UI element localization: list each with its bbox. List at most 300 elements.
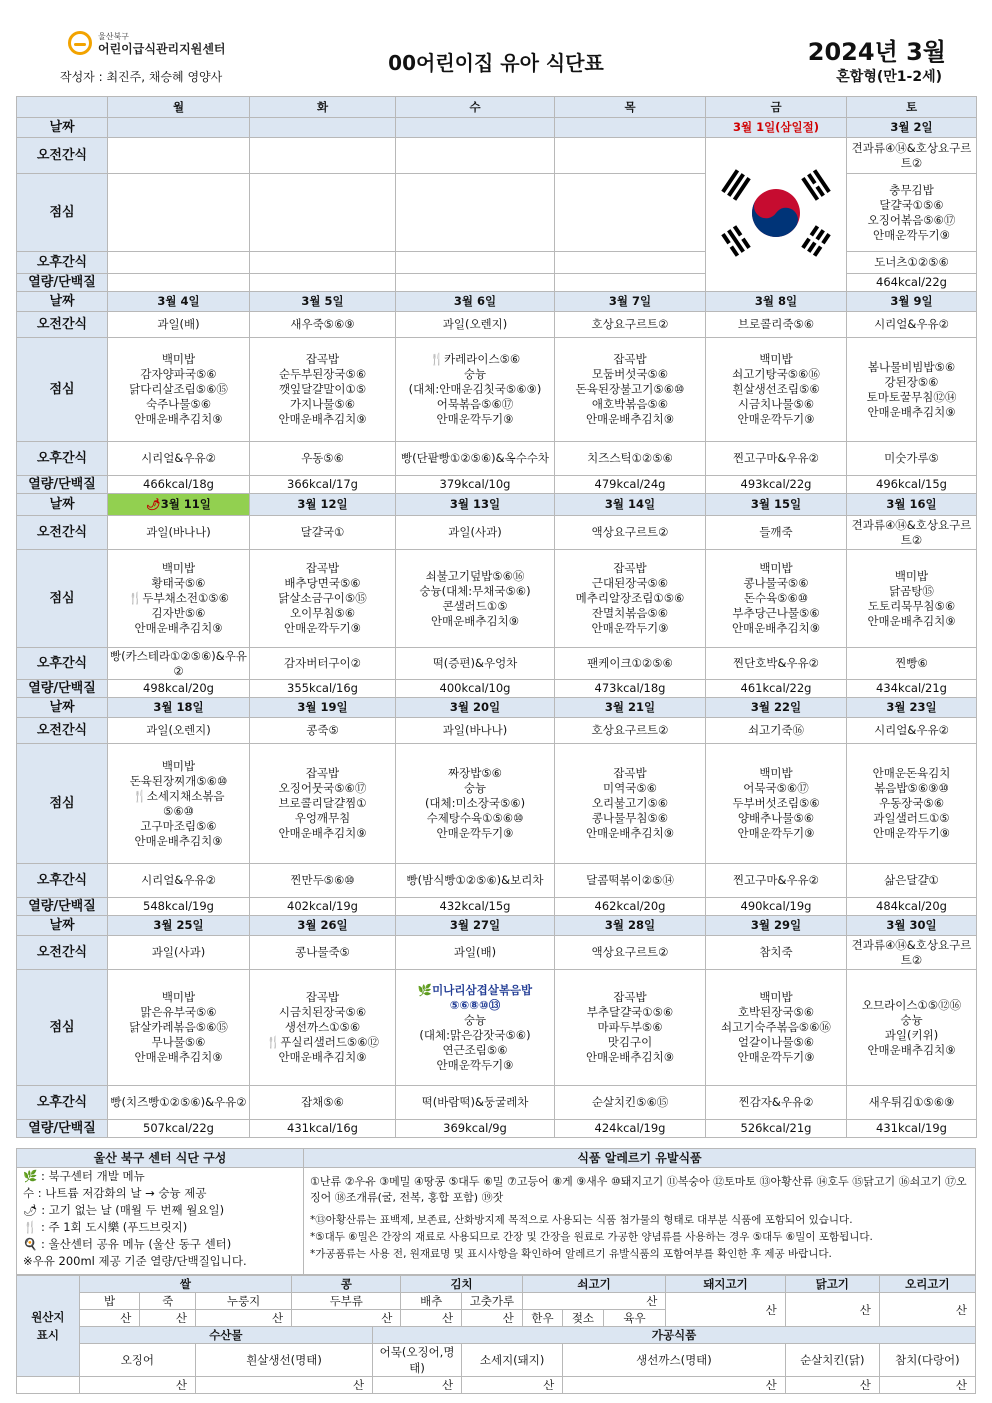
lunch-cell	[250, 970, 396, 1086]
date-cell: 3월 30일	[847, 916, 977, 936]
lunch-cell	[396, 744, 555, 864]
dish: 부추달걀국①⑤⑥	[586, 1005, 674, 1019]
dish: 잡곡밥	[305, 990, 340, 1004]
cal-cell: 369kcal/9g	[396, 1120, 555, 1138]
cal-cell: 473kcal/18g	[555, 680, 706, 698]
cal-cell: 493kcal/22g	[706, 476, 847, 494]
dish: 황태국⑤⑥	[151, 576, 206, 590]
menu-cell: 시리얼&우유②	[847, 718, 977, 744]
row-label: 오전간식	[17, 138, 108, 174]
menu-cell: 과일(배)	[396, 936, 555, 970]
row-label: 열량/단백질	[17, 898, 108, 916]
origin-value: 산	[196, 1310, 292, 1327]
date-cell-holiday: 3월 1일(삼일절)	[706, 118, 847, 138]
dish: (대체:미소장국⑤⑥)	[424, 796, 526, 810]
cal-cell: 498kcal/20g	[108, 680, 250, 698]
lunch-cell	[706, 550, 847, 648]
date-row	[17, 118, 977, 138]
row-label: 점심	[17, 550, 108, 648]
dish: 고구마조림⑤⑥	[140, 818, 217, 833]
menu-cell: 빵(밤식빵①②⑤⑥)&보리차	[396, 864, 555, 898]
date-cell: 3월 20일	[396, 698, 555, 718]
menu-cell: 과일(바나나)	[108, 516, 250, 550]
origin-sub: 배추	[401, 1293, 462, 1310]
dish: 콘샐러드①⑤	[442, 598, 508, 613]
lunch-cell	[847, 744, 977, 864]
menu-cell: 과일(바나나)	[396, 718, 555, 744]
dish: 안매운배추김치⑨	[867, 613, 956, 628]
dish: 돈육된장찌개⑤⑥⑩	[129, 773, 228, 788]
origin-sub: 죽	[140, 1293, 196, 1310]
dish: 어묵국⑤⑥⑰	[743, 781, 809, 795]
menu-cell	[250, 138, 396, 174]
lunch-cell	[706, 338, 847, 442]
origin-processed-values	[17, 1377, 976, 1394]
origin-pork: 돼지고기	[666, 1276, 785, 1293]
dish: 연근조림⑤⑥	[442, 1042, 508, 1057]
dish: 백미밥	[759, 766, 793, 780]
date-row	[17, 916, 977, 936]
dish: 잡곡밥	[305, 766, 340, 780]
row-label: 열량/단백질	[17, 1120, 108, 1138]
lunch-row	[17, 970, 977, 1086]
row-label: 점심	[17, 744, 108, 864]
dish: 우동장국⑤⑥	[878, 796, 945, 810]
origin-value: 산	[522, 1293, 666, 1310]
origin-value: 산	[79, 1377, 195, 1394]
cal-cell: 402kcal/19g	[250, 898, 396, 916]
dish: 얼갈이나물⑤⑥	[737, 1035, 815, 1049]
dish: 안매운깍두기⑨	[436, 826, 514, 840]
menu-cell: 시리얼&우유②	[108, 864, 250, 898]
dish: 호박된장국⑤⑥	[737, 1005, 815, 1019]
dish: 안매운깍두기⑨	[284, 621, 361, 635]
info-panel	[16, 1148, 976, 1275]
dish: (대체:안매운김칫국⑤⑥⑨)	[408, 382, 542, 396]
dish: 잡곡밥	[613, 352, 647, 366]
dish: 쇠고기숙주볶음⑤⑥⑯	[721, 1020, 831, 1034]
dish: 충무김밥	[889, 182, 934, 197]
page-title: 00어린이집 유아 식단표	[388, 51, 604, 75]
cal-cell: 464kcal/22g	[847, 274, 977, 292]
cal-cell: 526kcal/21g	[706, 1120, 847, 1138]
allergy-title: 식품 알레르기 유발식품	[304, 1149, 975, 1168]
row-label: 날짜	[17, 494, 108, 516]
cal-cell: 434kcal/21g	[847, 680, 977, 698]
lunch-cell	[396, 550, 555, 648]
menu-cell: 우동⑤⑥	[250, 442, 396, 476]
date-cell: 3월 29일	[706, 916, 847, 936]
dish: 백미밥	[759, 561, 793, 575]
dish: 안매운깍두기⑨	[737, 826, 815, 840]
menu-cell: 쇠고기죽⑯	[706, 718, 847, 744]
origin-rice: 쌀	[79, 1276, 291, 1293]
origin-processed-items	[17, 1344, 976, 1377]
date-cell: 3월 21일	[555, 698, 706, 718]
date-cell: 3월 23일	[847, 698, 977, 718]
menu-cell: 시리얼&우유②	[108, 442, 250, 476]
origin-label-2: 표시	[36, 1328, 59, 1342]
dish: 두부버섯조림⑤⑥	[732, 796, 820, 810]
cal-cell: 496kcal/15g	[847, 476, 977, 494]
cal-cell: 484kcal/20g	[847, 898, 977, 916]
menu-cell: 견과류④⑭&호상요구르트②	[847, 516, 977, 550]
dish: 마파두부⑤⑥	[597, 1020, 663, 1034]
weekday-header	[17, 97, 977, 118]
menu-cell: 빵(단팥빵①②⑤⑥)&옥수수차	[396, 442, 555, 476]
lunch-row	[17, 338, 977, 442]
date-cell: 3월 25일	[108, 916, 250, 936]
menu-cell	[250, 174, 396, 252]
date-cell	[555, 118, 706, 138]
origin-item: 참치(다랑어)	[879, 1344, 975, 1377]
lunch-row	[17, 550, 977, 648]
weekday-mon: 월	[108, 97, 250, 118]
origin-chicken: 닭고기	[785, 1276, 879, 1293]
date-cell: 3월 18일	[108, 698, 250, 718]
origin-value: 산	[563, 1377, 786, 1394]
dish: 백미밥	[161, 352, 196, 366]
legend-line: 🍳 : 울산센터 공유 메뉴 (울산 동구 센터)	[23, 1237, 232, 1251]
row-label: 날짜	[17, 118, 108, 138]
date-cell	[396, 118, 555, 138]
dish: 안매운배추김치⑨	[278, 412, 367, 426]
cal-cell: 490kcal/19g	[706, 898, 847, 916]
menu-cell: 빵(치즈빵①②⑤⑥)&우유②	[108, 1086, 250, 1120]
row-label: 열량/단백질	[17, 274, 108, 292]
dish: 안매운배추김치⑨	[134, 412, 223, 426]
dish: 안매운배추김치⑨	[731, 621, 821, 635]
date-cell: 3월 27일	[396, 916, 555, 936]
dish: 오징어뭇국⑤⑥⑰	[278, 781, 367, 795]
origin-sub-row	[17, 1293, 976, 1310]
row-label: 오후간식	[17, 648, 108, 680]
cal-cell: 479kcal/24g	[555, 476, 706, 494]
dish: 돈수육⑤⑥⑩	[743, 591, 809, 605]
menu-cell: 과일(사과)	[108, 936, 250, 970]
menu-cell: 빵(카스테라①②⑤⑥)&우유②	[108, 648, 250, 680]
calorie-row	[17, 1120, 977, 1138]
row-label: 열량/단백질	[17, 476, 108, 494]
origin-seafood: 수산물	[79, 1327, 372, 1344]
dish: 안매운배추김치⑨	[585, 412, 675, 426]
lunch-cell	[396, 338, 555, 442]
date-cell: 3월 26일	[250, 916, 396, 936]
pm-snack-row	[17, 648, 977, 680]
date-cell: 3월 4일	[108, 292, 250, 312]
menu-cell: 액상요구르트②	[555, 936, 706, 970]
weekday-wed: 수	[396, 97, 555, 118]
date-text: 3월 11일	[160, 497, 211, 511]
logo-main-text: 어린이급식관리지원센터	[98, 42, 226, 56]
cal-cell	[555, 274, 706, 292]
row-label: 오후간식	[17, 1086, 108, 1120]
origin-sub: 젖소	[563, 1310, 603, 1327]
cal-cell: 461kcal/22g	[706, 680, 847, 698]
row-label: 오전간식	[17, 312, 108, 338]
menu-cell: 과일(배)	[108, 312, 250, 338]
cal-cell: 462kcal/20g	[555, 898, 706, 916]
cal-cell: 431kcal/16g	[250, 1120, 396, 1138]
dish: 백미밥	[759, 990, 793, 1004]
menu-cell: 콩나물죽⑤	[250, 936, 396, 970]
menu-cell: 호상요구르트②	[555, 312, 706, 338]
dish: 시금치나물⑤⑥	[737, 397, 815, 411]
menu-cell: 과일(사과)	[396, 516, 555, 550]
origin-value: 산	[140, 1310, 196, 1327]
menu-cell: 순살치킨⑤⑥⑮	[555, 1086, 706, 1120]
dish: 어묵볶음⑤⑥⑰	[436, 397, 514, 411]
dish: 부추당근나물⑤⑥	[732, 606, 820, 620]
dish: 숭늉(대체:무채국⑤⑥)	[419, 583, 531, 598]
date-cell: 3월 7일	[555, 292, 706, 312]
dish: 안매운배추김치⑨	[867, 404, 956, 419]
menu-cell	[396, 138, 555, 174]
origin-kimchi: 김치	[401, 1276, 522, 1293]
origin-value: 산	[879, 1377, 975, 1394]
legend-line: ※우유 200ml 제공 기준 열량/단백질입니다.	[23, 1254, 247, 1268]
pm-snack-row	[17, 442, 977, 476]
origin-header-row	[17, 1276, 976, 1293]
row-label: 점심	[17, 174, 108, 252]
am-snack-row	[17, 138, 977, 174]
dish: 안매운배추김치⑨	[430, 613, 520, 628]
dish: 🍴두부채소전①⑤⑥	[128, 591, 229, 605]
date-cell	[250, 118, 396, 138]
menu-cell: 참치죽	[706, 936, 847, 970]
date-cell: 3월 2일	[847, 118, 977, 138]
date-cell: 3월 14일	[555, 494, 706, 516]
origin-table	[16, 1275, 976, 1394]
row-label: 오후간식	[17, 252, 108, 274]
row-label: 날짜	[17, 916, 108, 936]
menu-cell	[250, 252, 396, 274]
date-cell	[108, 118, 250, 138]
menu-cell: 팬케이크①②⑤⑥	[555, 648, 706, 680]
origin-value: 산	[785, 1377, 879, 1394]
lunch-cell	[555, 970, 706, 1086]
lunch-cell	[396, 970, 555, 1086]
date-cell: 3월 12일	[250, 494, 396, 516]
menu-cell	[555, 174, 706, 252]
dish: 과일(키위)	[884, 1027, 939, 1042]
cal-cell: 366kcal/17g	[250, 476, 396, 494]
row-label: 오전간식	[17, 718, 108, 744]
menu-cell	[555, 252, 706, 274]
am-snack-row	[17, 718, 977, 744]
am-snack-row	[17, 312, 977, 338]
origin-value: 산	[292, 1310, 401, 1327]
cal-cell: 507kcal/22g	[108, 1120, 250, 1138]
legend-line: 🌶 : 고기 없는 날 (매월 두 번째 월요일)	[23, 1203, 225, 1217]
dish: 숭늉	[463, 1012, 487, 1027]
origin-beef: 쇠고기	[522, 1276, 666, 1293]
dish: 봄나물비빔밥⑤⑥	[867, 359, 956, 374]
origin-bean: 콩	[292, 1276, 401, 1293]
menu-cell	[396, 174, 555, 252]
dish: 🍴소세지채소볶음	[132, 788, 225, 803]
calorie-row	[17, 476, 977, 494]
row-label: 열량/단백질	[17, 680, 108, 698]
dish: 콩나물국⑤⑥	[743, 576, 809, 590]
dish: 토마토꿀무침⑫⑭	[866, 389, 957, 404]
menu-cell	[108, 252, 250, 274]
date-cell: 3월 8일	[706, 292, 847, 312]
dish: 🍴푸실리샐러드⑤⑥⑫	[265, 1035, 380, 1049]
row-label: 오전간식	[17, 516, 108, 550]
dish: 배추당면국⑤⑥	[284, 576, 361, 590]
dish: 달걀국①⑤⑥	[879, 197, 944, 212]
legend-line: 수 : 나트륨 저감화의 날 → 숭늉 제공	[23, 1186, 207, 1200]
menu-cell: 잡채⑤⑥	[250, 1086, 396, 1120]
dish: 잡곡밥	[305, 561, 340, 575]
dish: 잡곡밥	[613, 990, 647, 1004]
dish: ⑤⑥⑩	[163, 803, 194, 818]
date-row	[17, 698, 977, 718]
menu-cell: 달콤떡볶이②⑤⑭	[555, 864, 706, 898]
dish: 쇠고기탕국⑤⑥⑯	[732, 367, 820, 381]
allergy-note: *⑬아황산류는 표백제, 보존료, 산화방지제 목적으로 사용되는 식품 첨가물의 형태로 대부분 식품에 포함되어 있습니다.	[310, 1214, 853, 1226]
menu-cell: 치즈스틱①②⑤⑥	[555, 442, 706, 476]
dish: 안매운돈육김치	[872, 766, 951, 780]
dish: 짜장밥⑤⑥	[448, 766, 502, 780]
cal-cell: 355kcal/16g	[250, 680, 396, 698]
lunch-cell	[847, 338, 977, 442]
cal-cell: 400kcal/10g	[396, 680, 555, 698]
cal-cell: 379kcal/10g	[396, 476, 555, 494]
menu-cell: 찐감자&우유②	[706, 1086, 847, 1120]
dish: 모둠버섯국⑤⑥	[591, 367, 669, 381]
dish: 시금치된장국⑤⑥	[278, 1005, 367, 1019]
date-cell: 3월 28일	[555, 916, 706, 936]
row-label: 오전간식	[17, 936, 108, 970]
row-label: 점심	[17, 970, 108, 1086]
lunch-cell	[250, 338, 396, 442]
dish: 깻잎달걀말이①⑤	[278, 382, 367, 396]
dish: 안매운배추김치⑨	[585, 1050, 675, 1064]
dish: 오므라이스①⑤⑫⑯	[861, 997, 962, 1012]
dish-featured: 🌿미나리삼겹살볶음밥	[417, 982, 533, 997]
dish: 안매운깍두기⑨	[737, 412, 815, 426]
row-label: 날짜	[17, 292, 108, 312]
origin-item: 어묵(오징어,명태)	[373, 1344, 462, 1377]
origin-duck: 오리고기	[879, 1276, 975, 1293]
dish: 안매운깍두기⑨	[436, 1057, 514, 1072]
weekday-tue: 화	[250, 97, 396, 118]
year-month: 2024년 3월	[807, 38, 946, 66]
lunch-cell	[250, 744, 396, 864]
weekday-thu: 목	[555, 97, 706, 118]
date-cell: 3월 16일	[847, 494, 977, 516]
row-label: 날짜	[17, 698, 108, 718]
origin-processed-header	[17, 1327, 976, 1344]
dish: 안매운배추김치⑨	[134, 1050, 223, 1064]
dish: 강된장⑤⑥	[884, 374, 939, 389]
dish: 백미밥	[161, 561, 196, 575]
flag-cell	[706, 138, 847, 292]
pm-snack-row	[17, 1086, 977, 1120]
menu-table	[16, 96, 977, 1138]
dish: 백미밥	[161, 758, 196, 773]
allergy-box	[304, 1149, 975, 1274]
menu-cell: 새우튀김①⑤⑥⑨	[847, 1086, 977, 1120]
corner-cell	[17, 97, 108, 118]
date-cell: 3월 15일	[706, 494, 847, 516]
pm-snack-row	[17, 864, 977, 898]
dish: 우엉깨무침	[294, 811, 351, 825]
legend-line: 🌿 : 북구센터 개발 메뉴	[23, 1169, 145, 1183]
dish: 잔멸치볶음⑤⑥	[591, 606, 669, 620]
dish: 브로콜리달걀찜①	[278, 796, 367, 810]
origin-value: 산	[196, 1377, 373, 1394]
calorie-row	[17, 898, 977, 916]
date-cell-meatless	[108, 494, 250, 516]
dish: 애호박볶음⑤⑥	[591, 397, 669, 411]
menu-cell	[108, 174, 250, 252]
origin-sub: 육우	[603, 1310, 666, 1327]
lunch-cell	[555, 338, 706, 442]
dish: 안매운배추김치⑨	[585, 826, 675, 840]
dish: 수제탕수육①⑤⑥⑩	[426, 811, 524, 825]
cal-cell	[108, 274, 250, 292]
date-cell: 3월 9일	[847, 292, 977, 312]
dish: 잡곡밥	[613, 766, 647, 780]
dish: 김자반⑤⑥	[151, 606, 206, 620]
legend-box	[17, 1149, 304, 1274]
dish: 안매운깍두기⑨	[591, 621, 669, 635]
menu-cell: 찐빵⑥	[847, 648, 977, 680]
dish: 안매운배추김치⑨	[278, 1050, 367, 1064]
menu-cell: 들깨죽	[706, 516, 847, 550]
origin-sub: 한우	[522, 1310, 562, 1327]
cal-cell	[250, 274, 396, 292]
lunch-cell	[847, 174, 977, 252]
dish: (대체:맑은감잣국⑤⑥)	[419, 1027, 531, 1042]
cal-cell: 432kcal/15g	[396, 898, 555, 916]
dish: 닭살소금구이⑤⑮	[278, 591, 367, 605]
menu-cell: 찐만두⑤⑥⑩	[250, 864, 396, 898]
dish: 오이무침⑤⑥	[289, 606, 356, 620]
cal-cell: 431kcal/19g	[847, 1120, 977, 1138]
header	[0, 0, 992, 95]
allergy-note: *⑤대두 ⑥밀은 간장의 재료로 사용되므로 간장 및 간장을 원료로 가공한 양념류를 사용하는 경우 ⑤대두 ⑥밀이 포함됩니다.	[310, 1231, 873, 1243]
dish: 콩나물무침⑤⑥	[591, 811, 669, 825]
pepper-icon: 🌶	[146, 497, 161, 511]
date-cell: 3월 13일	[396, 494, 555, 516]
dish: 안매운깍두기⑨	[873, 227, 950, 242]
dish: 무나물⑤⑥	[151, 1035, 206, 1049]
lunch-cell	[108, 550, 250, 648]
cal-cell: 466kcal/18g	[108, 476, 250, 494]
dish: 숙주나물⑤⑥	[145, 397, 212, 411]
dish: 도토리묵무침⑤⑥	[867, 598, 956, 613]
menu-cell: 견과류④⑭&호상요구르트②	[847, 936, 977, 970]
menu-cell: 견과류④⑭&호상요구르트②	[847, 138, 977, 174]
origin-sub: 누룽지	[196, 1293, 292, 1310]
menu-cell	[555, 138, 706, 174]
origin-value: 산	[879, 1293, 975, 1327]
dish: 백미밥	[759, 352, 793, 366]
menu-cell: 호상요구르트②	[555, 718, 706, 744]
date-row	[17, 292, 977, 312]
menu-cell	[108, 138, 250, 174]
allergy-list: ①난류 ②우유 ③메밀 ④땅콩 ⑤대두 ⑥밀 ⑦고등어 ⑧게 ⑨새우 ⑩돼지고기 ⑪복숭아 ⑫토마토 ⑬아황산류 ⑭호두 ⑮닭고기 ⑯쇠고기 ⑰오징어 ⑱조개류(굴, 전복, 홍합 포함) ⑲잣	[310, 1175, 967, 1204]
legend-title: 울산 북구 센터 식단 구성	[17, 1149, 303, 1168]
date-row	[17, 494, 977, 516]
dish: 오리불고기⑤⑥	[591, 796, 669, 810]
origin-item: 오징어	[79, 1344, 195, 1377]
origin-sub: 고춧가루	[462, 1293, 523, 1310]
